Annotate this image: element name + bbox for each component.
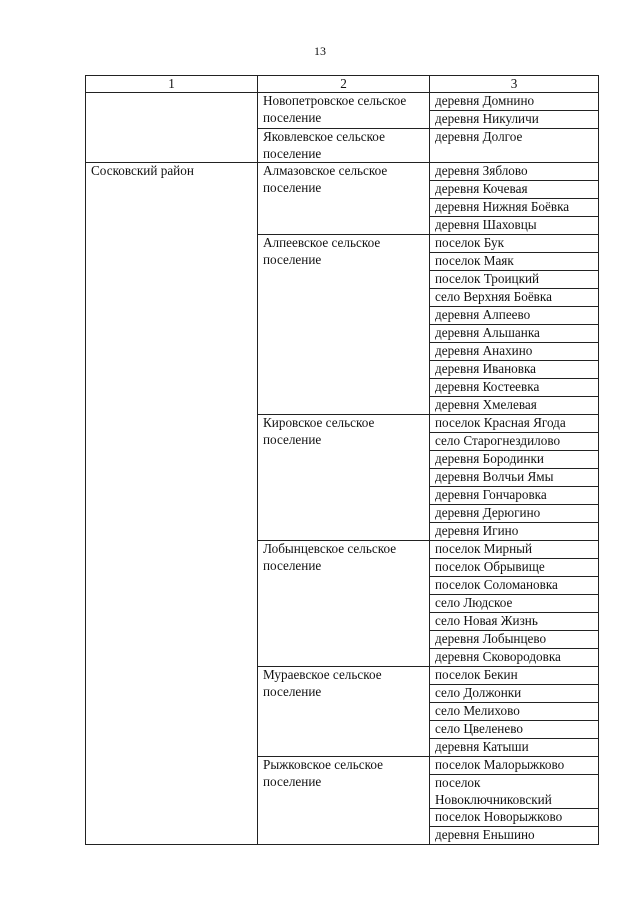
- locality-cell: село Старогнездилово: [430, 433, 599, 451]
- locality-cell: деревня Долгое: [430, 129, 599, 163]
- locality-cell: деревня Алпеево: [430, 307, 599, 325]
- locality-cell: поселок Маяк: [430, 253, 599, 271]
- settlement-cell: Алмазовское сельское поселение: [258, 163, 430, 235]
- locality-cell: поселок Бук: [430, 235, 599, 253]
- locality-cell: поселок Троицкий: [430, 271, 599, 289]
- column-header-district: 1: [86, 76, 258, 93]
- locality-cell: деревня Домнино: [430, 93, 599, 111]
- locality-cell: поселок Обрывище: [430, 559, 599, 577]
- locality-cell: деревня Дерюгино: [430, 505, 599, 523]
- settlement-cell: Рыжковское сельское поселение: [258, 757, 430, 845]
- locality-cell: деревня Хмелевая: [430, 397, 599, 415]
- locality-cell: деревня Лобынцево: [430, 631, 599, 649]
- page-number: 13: [314, 44, 326, 58]
- locality-cell: село Новая Жизнь: [430, 613, 599, 631]
- locality-cell: деревня Анахино: [430, 343, 599, 361]
- settlement-cell: Кировское сельское поселение: [258, 415, 430, 541]
- locality-cell: деревня Волчьи Ямы: [430, 469, 599, 487]
- locality-cell: деревня Еньшино: [430, 827, 599, 845]
- locality-cell: село Мелихово: [430, 703, 599, 721]
- settlement-cell: Яковлевское сельское поселение: [258, 129, 430, 163]
- locality-cell: деревня Никуличи: [430, 111, 599, 129]
- locality-cell: поселок Малорыжково: [430, 757, 599, 775]
- column-header-settlement: 2: [258, 76, 430, 93]
- district-cell: Сосковский район: [86, 163, 258, 845]
- locality-cell: деревня Шаховцы: [430, 217, 599, 235]
- table-row: [86, 93, 599, 111]
- settlement-cell: Лобынцевское сельское поселение: [258, 541, 430, 667]
- district-cell: [86, 93, 258, 163]
- locality-cell: поселок Соломановка: [430, 577, 599, 595]
- locality-cell: деревня Ивановка: [430, 361, 599, 379]
- locality-cell: деревня Катыши: [430, 739, 599, 757]
- locality-cell: поселок Новоключниковский: [430, 775, 599, 809]
- locality-cell: деревня Костеевка: [430, 379, 599, 397]
- settlement-cell: Новопетровское сельское поселение: [258, 93, 430, 129]
- locality-cell: село Цвеленево: [430, 721, 599, 739]
- settlement-cell: Алпеевское сельское поселение: [258, 235, 430, 415]
- table-row: [86, 163, 599, 181]
- locality-cell: деревня Зяблово: [430, 163, 599, 181]
- column-header-locality: 3: [430, 76, 599, 93]
- locality-cell: деревня Гончаровка: [430, 487, 599, 505]
- locality-cell: деревня Нижняя Боёвка: [430, 199, 599, 217]
- locality-cell: поселок Бекин: [430, 667, 599, 685]
- locality-cell: деревня Кочевая: [430, 181, 599, 199]
- locality-cell: деревня Сковородовка: [430, 649, 599, 667]
- locality-cell: деревня Бородинки: [430, 451, 599, 469]
- locality-cell: поселок Мирный: [430, 541, 599, 559]
- locality-cell: село Должонки: [430, 685, 599, 703]
- locality-cell: поселок Новорыжково: [430, 809, 599, 827]
- locality-cell: поселок Красная Ягода: [430, 415, 599, 433]
- locality-cell: село Верхняя Боёвка: [430, 289, 599, 307]
- locality-cell: деревня Альшанка: [430, 325, 599, 343]
- settlement-cell: Мураевское сельское поселение: [258, 667, 430, 757]
- locality-cell: деревня Игино: [430, 523, 599, 541]
- header-row: [86, 76, 599, 93]
- settlements-table: [85, 75, 599, 845]
- table-body: [86, 93, 599, 845]
- locality-cell: село Людское: [430, 595, 599, 613]
